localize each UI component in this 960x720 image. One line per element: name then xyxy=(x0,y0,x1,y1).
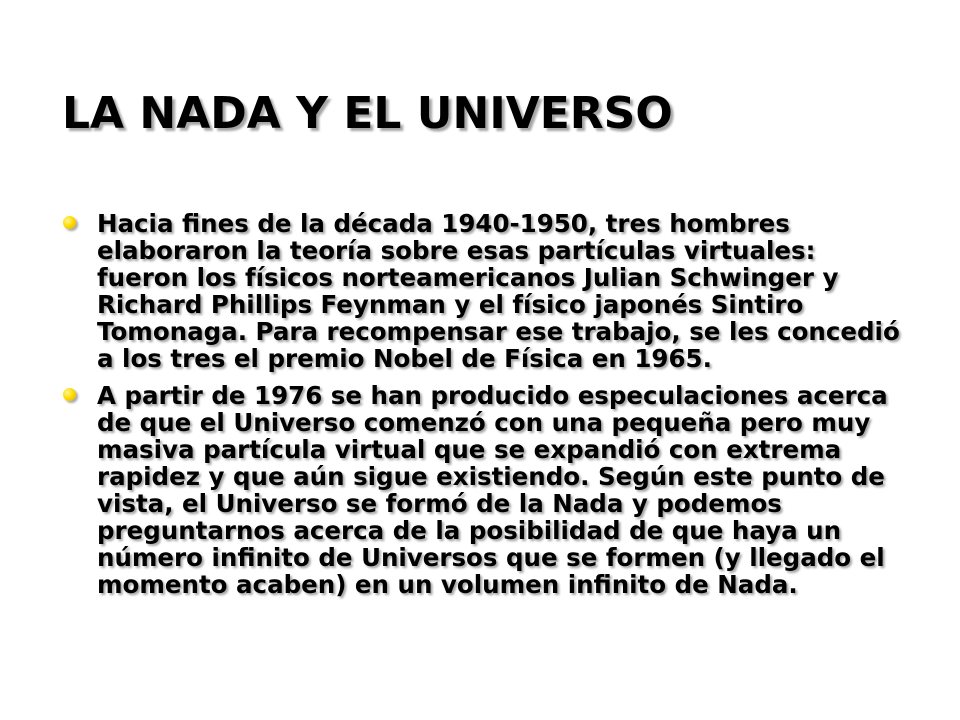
bullet-item xyxy=(62,210,907,372)
slide-title: LA NADA Y EL UNIVERSO xyxy=(62,88,673,139)
yellow-dot-icon xyxy=(63,388,76,401)
yellow-dot-icon xyxy=(63,216,76,229)
bullet-text: A partir de 1976 se han producido especulaciones acerca de que el Universo comenzó con una pequeña pero muy masiva partícula virtual que se expandió con extrema rapidez y que aún sigue existiendo. Según este punto de vista, el Universo se formó de la Nada y podemos preguntarnos acerca de la posibilidad de que haya un número infinito de Universos que se formen (y llegado el momento acaben) en un volumen infinito de Nada. xyxy=(97,381,888,599)
bullet-item xyxy=(62,382,907,598)
bullet-list xyxy=(62,210,907,608)
bullet-text: Hacia fines de la década 1940-1950, tres hombres elaboraron la teoría sobre esas partículas virtuales: fueron los físicos norteamericanos Julian Schwinger y Richard Phillips Feynman y el físico japonés Sintiro Tomonaga. Para recompensar ese trabajo, se les concedió a los tres el premio Nobel de Física en 1965. xyxy=(97,209,900,373)
